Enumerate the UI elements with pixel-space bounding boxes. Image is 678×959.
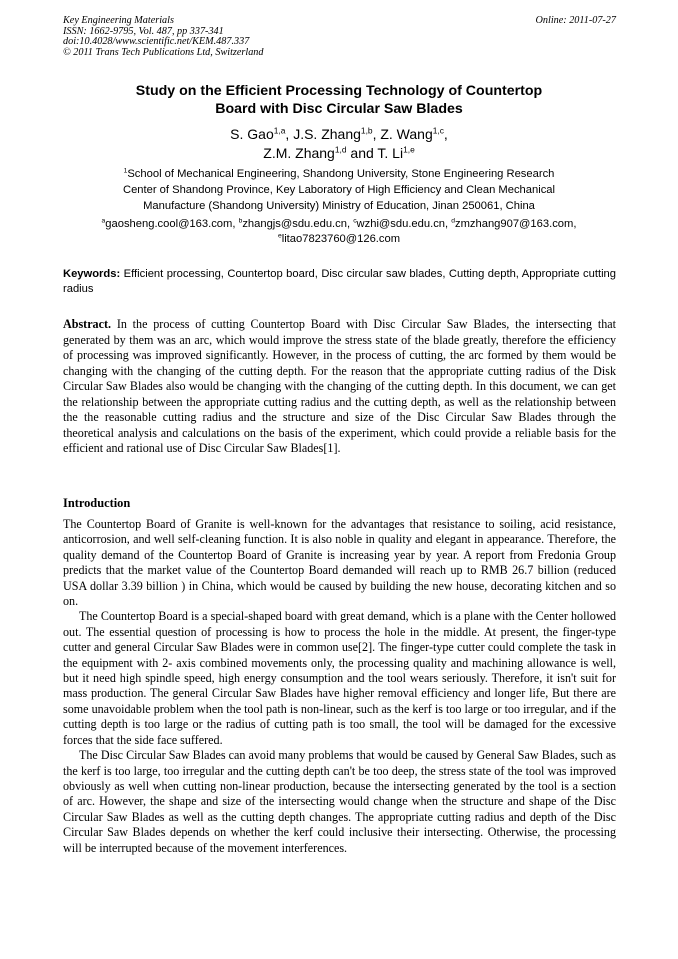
affiliation [70, 166, 608, 214]
email-line-1 [60, 217, 618, 232]
copyright-line: © 2011 Trans Tech Publications Ltd, Switzerland [63, 46, 264, 58]
email-link[interactable]: gaosheng.cool@163.com, [105, 218, 239, 230]
online-date: Online: 2011-07-27 [535, 15, 616, 26]
email-mark: c [353, 217, 357, 225]
affiliation-mark: 1 [123, 167, 128, 175]
affiliation-text: School of Mechanical Engineering, Shandong University, Stone Engineering Research [127, 168, 555, 180]
title-line-2: Board with Disc Circular Saw Blades [215, 101, 463, 117]
abstract [63, 317, 616, 457]
email-link[interactable]: litao7823760@126.com [281, 233, 401, 245]
intro-paragraph-2: The Countertop Board is a special-shaped board with great demand, which is a plane with the Center hollowed out. The essential question of processing is how to process the hole in the middle. At present, the finger-type cutter and general Circular Saw Blades were in common use[2]. The finger-type cutter could complete the task in the equipment with 2- axis combined movements only, the processing quality and machining allowance is well, but it need high spindle speed, high energy consumption and the tool wears seriously. Therefore, it isn't suit for mass production. The general Circular Saw Blades have higher removal efficiency and longer life, But there are some unavoidable problem when the tool path is non-linear, such as the kerf is too large or too irregular, and if the cutting depth is too large or the radius of cutting path is too small, the tool will be damaged for the excessive forces that the side face suffered. [63, 609, 616, 747]
email-mark: b [238, 217, 243, 225]
email-link[interactable]: zhangjs@sdu.edu.cn, [242, 218, 354, 230]
author-affil-mark: 1,b [360, 125, 373, 136]
author-affil-mark: 1,e [403, 144, 415, 155]
section-heading-introduction: Introduction [63, 496, 131, 510]
email-mark: a [101, 217, 106, 225]
email-list [60, 217, 618, 247]
author-line-2 [70, 144, 608, 163]
abstract-text: In the process of cutting Countertop Board with Disc Circular Saw Blades, the intersecting that generated by them was an arc, which would improve the stress state of the blade greatly, therefore the efficiency of processing was improved significantly. However, in the process of cutting, the arc formed by them would be changing with the changing of the cutting depth. For the reason that the appropriate cutting radius of the Disk Circular Saw Blades also would be changing with the changing of the cutting depth. In this document, we can get the relationship between the appropriate cutting radius and the cutting depth, as well as the relationship between the the reasonable cutting radius and the structure and size of the Disc Circular Saw Blades through the theoretical analysis and calculations on the basis of the experiment, which could provide a reliable basis for the efficient and rational use of Disc Circular Saw Blades[1]. [63, 317, 616, 455]
author-name: and T. Li [346, 145, 404, 161]
intro-paragraph-1: The Countertop Board of Granite is well-known for the advantages that resistance to soiling, acid resistance, anticorrosion, and well self-cleaning function. It is also noble in quality and elegant in appearance. Therefore, the quality demand of the Countertop Board of Granite is increasing year by year. A report from Fredonia Group predicts that the market value of the Countertop Board demanded will reach up to RMB 26.7 billion (reduced USA dollar 3.39 billion ) in China, which would be caused by building the new house, decorating kitchen and so on. [63, 517, 616, 609]
keywords [63, 267, 616, 297]
author-name: S. Gao [230, 126, 274, 142]
author-line-1 [70, 125, 608, 144]
abstract-label: Abstract. [63, 317, 112, 331]
author-list [70, 125, 608, 163]
email-mark: e [277, 232, 282, 240]
email-line-2 [60, 232, 618, 247]
author-affil-mark: 1,d [334, 144, 347, 155]
affiliation-line-2: Center of Shandong Province, Key Laboratory of High Efficiency and Clean Mechanical [122, 184, 555, 196]
author-affil-mark: 1,a [273, 125, 286, 136]
email-link[interactable]: zmzhang907@163.com, [455, 218, 577, 230]
affiliation-line-1 [70, 166, 608, 182]
author-separator: , [443, 126, 448, 142]
introduction-body [63, 517, 616, 856]
issn-line: ISSN: 1662-9795, Vol. 487, pp 337-341 [63, 25, 224, 37]
paper-title [70, 82, 608, 118]
author-name: Z.M. Zhang [263, 145, 335, 161]
affiliation-line-3: Manufacture (Shandong University) Ministry of Education, Jinan 250061, China [143, 200, 535, 212]
email-link[interactable]: wzhi@sdu.edu.cn, [356, 218, 452, 230]
journal-header [63, 16, 616, 58]
keywords-text: Efficient processing, Countertop board, Disc circular saw blades, Cutting depth, Appropriate cutting radius [63, 268, 616, 295]
intro-paragraph-3: The Disc Circular Saw Blades can avoid many problems that would be caused by General Saw Blades, such as the kerf is too large, too irregular and the cutting depth can't be too deep, the stress state of the tool was improved obviously as well when cutting non-linear production, because the intersecting generated by the tool is a section of arc. However, the shape and size of the intersecting would change when the structure and shape of the Disc Circular Saw Blades as well as the cutting depth changes. The appropriate cutting radius and depth of the Disc Circular Saw Blades depends on whether the kerf could inclusive their intersecting. Otherwise, the processing will be interrupted because of the movement interferences. [63, 748, 616, 855]
author-name: , J.S. Zhang [285, 126, 361, 142]
journal-name: Key Engineering Materials [63, 15, 174, 26]
title-line-1: Study on the Efficient Processing Technology of Countertop [135, 83, 543, 99]
doi-line: doi:10.4028/www.scientific.net/KEM.487.337 [63, 36, 250, 47]
keywords-label: Keywords: [63, 268, 121, 280]
author-affil-mark: 1,c [432, 125, 444, 136]
author-name: , Z. Wang [372, 126, 433, 142]
email-mark: d [451, 217, 455, 225]
